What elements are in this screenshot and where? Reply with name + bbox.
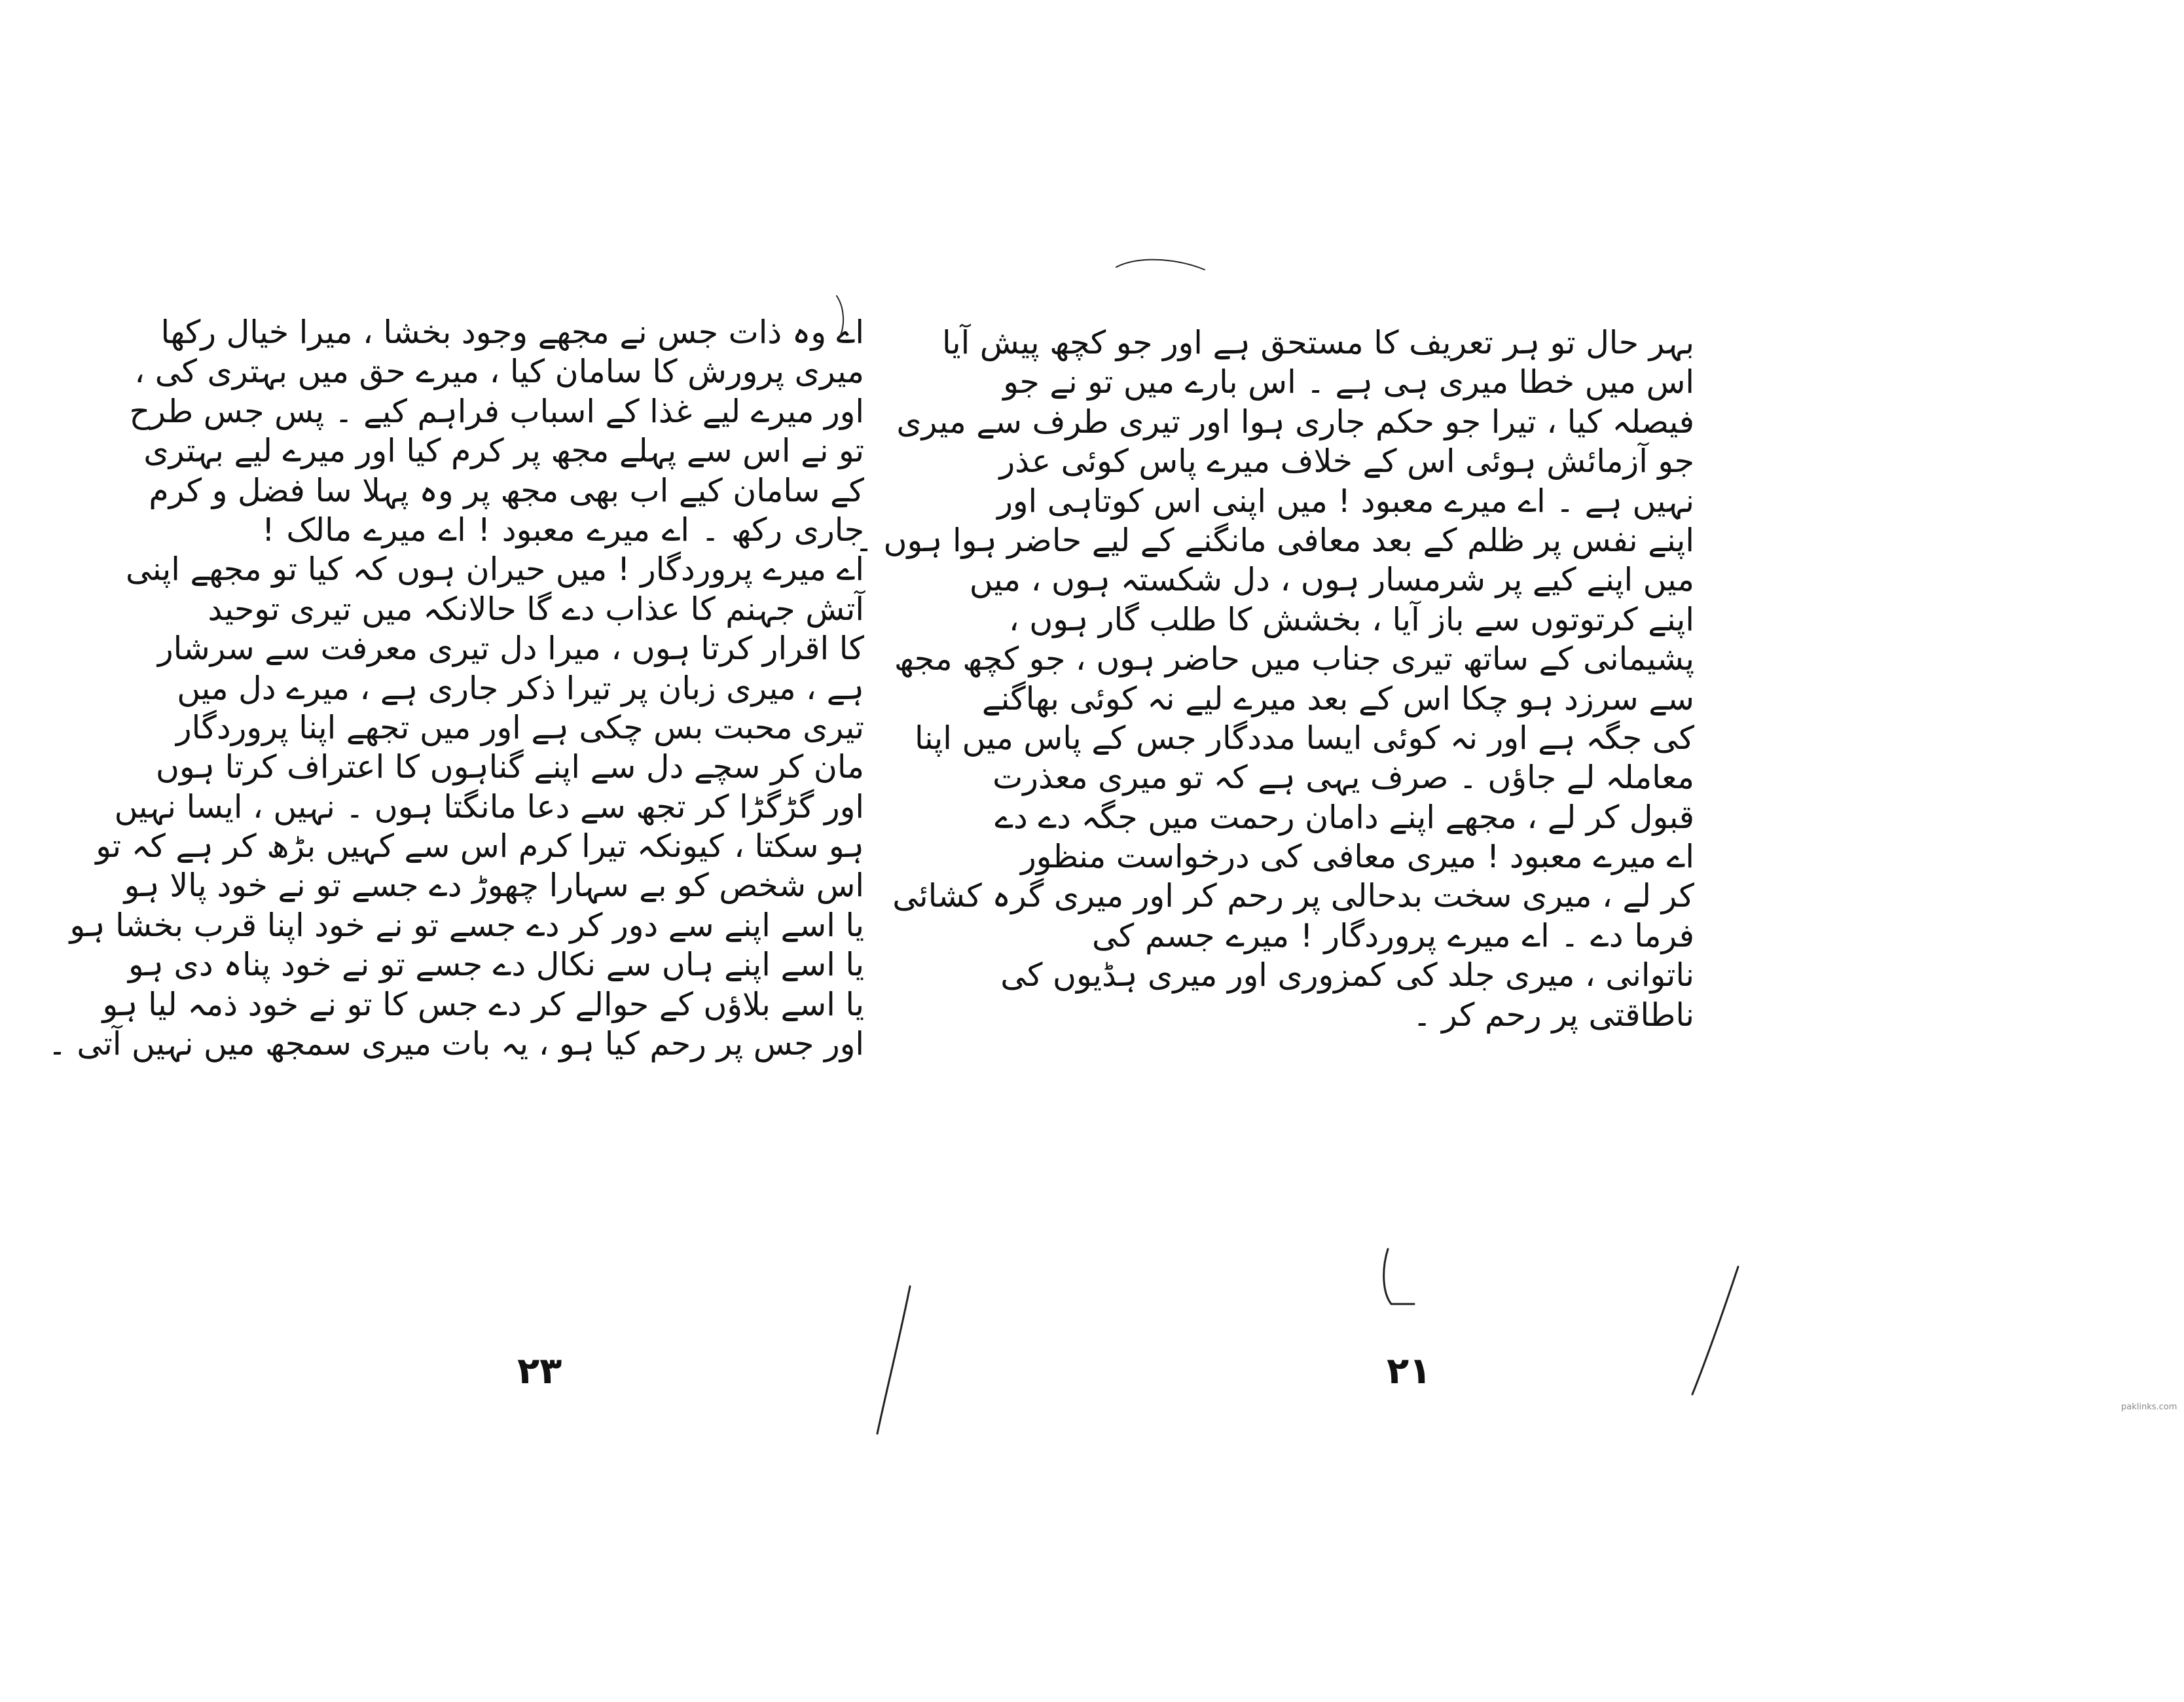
left-page-line: اور گڑگڑا کر تجھ سے دعا مانگتا ہوں ۔ نہیں ، ایسا نہیں bbox=[114, 788, 864, 825]
left-page-line: ہے ، میری زبان پر تیرا ذکر جاری ہے ، میرے دل میں bbox=[177, 669, 864, 707]
left-page-line: یا اسے اپنے ہاں سے نکال دے جسے تو نے خود پناہ دی ہو bbox=[128, 946, 864, 984]
right-page-line: کر لے ، میری سخت بدحالی پر رحم کر اور میری گرہ کشائی bbox=[892, 877, 1694, 915]
right-page-line: ناتوانی ، میری جلد کی کمزوری اور میری ہڈیوں کی bbox=[1000, 956, 1694, 994]
right-page-line: فیصلہ کیا ، تیرا جو حکم جاری ہوا اور تیری طرف سے میری bbox=[896, 403, 1694, 441]
right-page-line: معاملہ لے جاؤں ۔ صرف یہی ہے کہ تو میری معذرت bbox=[992, 759, 1694, 797]
left-page-line: ہو سکتا ، کیونکہ تیرا کرم اس سے کہیں بڑھ کر ہے کہ تو bbox=[96, 827, 864, 865]
right-page-line: نہیں ہے ۔ اے میرے معبود ! میں اپنی اس کوتاہی اور bbox=[997, 482, 1694, 520]
right-page-line: بہر حال تو ہر تعریف کا مستحق ہے اور جو کچھ پیش آیا bbox=[942, 324, 1694, 361]
left-page-line: تو نے اس سے پہلے مجھ پر کرم کیا اور میرے لیے بہتری bbox=[143, 432, 864, 470]
right-page-line: ناطاقتی پر رحم کر ۔ bbox=[1412, 996, 1694, 1034]
right-page-line: اس میں خطا میری ہی ہے ۔ اس بارے میں تو نے جو bbox=[1003, 363, 1694, 401]
right-page-line: میں اپنے کیے پر شرمسار ہوں ، دل شکستہ ہوں ، میں bbox=[969, 561, 1694, 599]
right-page-line: فرما دے ۔ اے میرے پروردگار ! میرے جسم کی bbox=[1092, 916, 1694, 954]
right-page-line: جو آزمائش ہوئی اس کے خلاف میرے پاس کوئی عذر bbox=[999, 443, 1694, 480]
left-margin-stroke bbox=[877, 1286, 910, 1434]
left-page-line: اے میرے پروردگار ! میں حیران ہوں کہ کیا تو مجھے اپنی bbox=[126, 551, 864, 588]
right-page-line: سے سرزد ہو چکا اس کے بعد میرے لیے نہ کوئی بھاگنے bbox=[981, 679, 1694, 717]
right-page-line: پشیمانی کے ساتھ تیری جناب میں حاضر ہوں ، جو کچھ مجھ bbox=[894, 640, 1694, 678]
right-page-line: اے میرے معبود ! میری معافی کی درخواست منظور bbox=[1021, 838, 1694, 876]
left-page-number: ۲۳ bbox=[517, 1350, 562, 1392]
left-page-line: آتش جہنم کا عذاب دے گا حالانکہ میں تیری توحید bbox=[208, 590, 864, 628]
left-page-line: مان کر سچے دل سے اپنے گناہوں کا اعتراف کرتا ہوں bbox=[156, 748, 864, 786]
left-page-line: یا اسے اپنے سے دور کر دے جسے تو نے خود اپنا قرب بخشا ہو bbox=[69, 906, 864, 944]
right-page-line: قبول کر لے ، مجھے اپنے دامان رحمت میں جگہ دے دے bbox=[994, 798, 1694, 836]
right-page-line: اپنے کرتوتوں سے باز آیا ، بخشش کا طلب گار ہوں ، bbox=[1008, 600, 1694, 638]
left-page-line: کے سامان کیے اب بھی مجھ پر وہ پہلا سا فضل و کرم bbox=[149, 471, 864, 509]
left-page-line: اور جس پر رحم کیا ہو ، یہ بات میری سمجھ میں نہیں آتی ۔ bbox=[48, 1025, 864, 1063]
left-bracket-mark bbox=[837, 296, 843, 340]
left-page-line: اور میرے لیے غذا کے اسباب فراہم کیے ۔ پس جس طرح bbox=[129, 392, 864, 430]
right-bracket-mark bbox=[1384, 1249, 1414, 1304]
left-page-line: تیری محبت بس چکی ہے اور میں تجھے اپنا پروردگار bbox=[175, 708, 864, 746]
left-page-line: میری پرورش کا سامان کیا ، میرے حق میں بہتری کی ، bbox=[134, 353, 864, 391]
right-margin-stroke bbox=[1692, 1267, 1738, 1394]
left-page-line: کا اقرار کرتا ہوں ، میرا دل تیری معرفت سے سرشار bbox=[157, 630, 864, 668]
left-page-line: اے وہ ذات جس نے مجھے وجود بخشا ، میرا خیال رکھا bbox=[160, 314, 864, 351]
left-page-line: جاری رکھ ۔ اے میرے معبود ! اے میرے مالک ! bbox=[262, 511, 864, 549]
right-page-number: ۲۱ bbox=[1387, 1350, 1432, 1392]
watermark-text: paklinks.com bbox=[2121, 1402, 2177, 1412]
left-page-line: یا اسے بلاؤں کے حوالے کر دے جس کا تو نے خود ذمہ لیا ہو bbox=[102, 985, 864, 1023]
right-top-scratch bbox=[1116, 260, 1205, 270]
left-page-line: اس شخص کو بے سہارا چھوڑ دے جسے تو نے خود پالا ہو bbox=[124, 867, 864, 905]
right-page-line: اپنے نفس پر ظلم کے بعد معافی مانگنے کے لیے حاضر ہوا ہوں ۔ bbox=[854, 521, 1694, 559]
right-page-line: کی جگہ ہے اور نہ کوئی ایسا مددگار جس کے پاس میں اپنا bbox=[914, 719, 1694, 757]
